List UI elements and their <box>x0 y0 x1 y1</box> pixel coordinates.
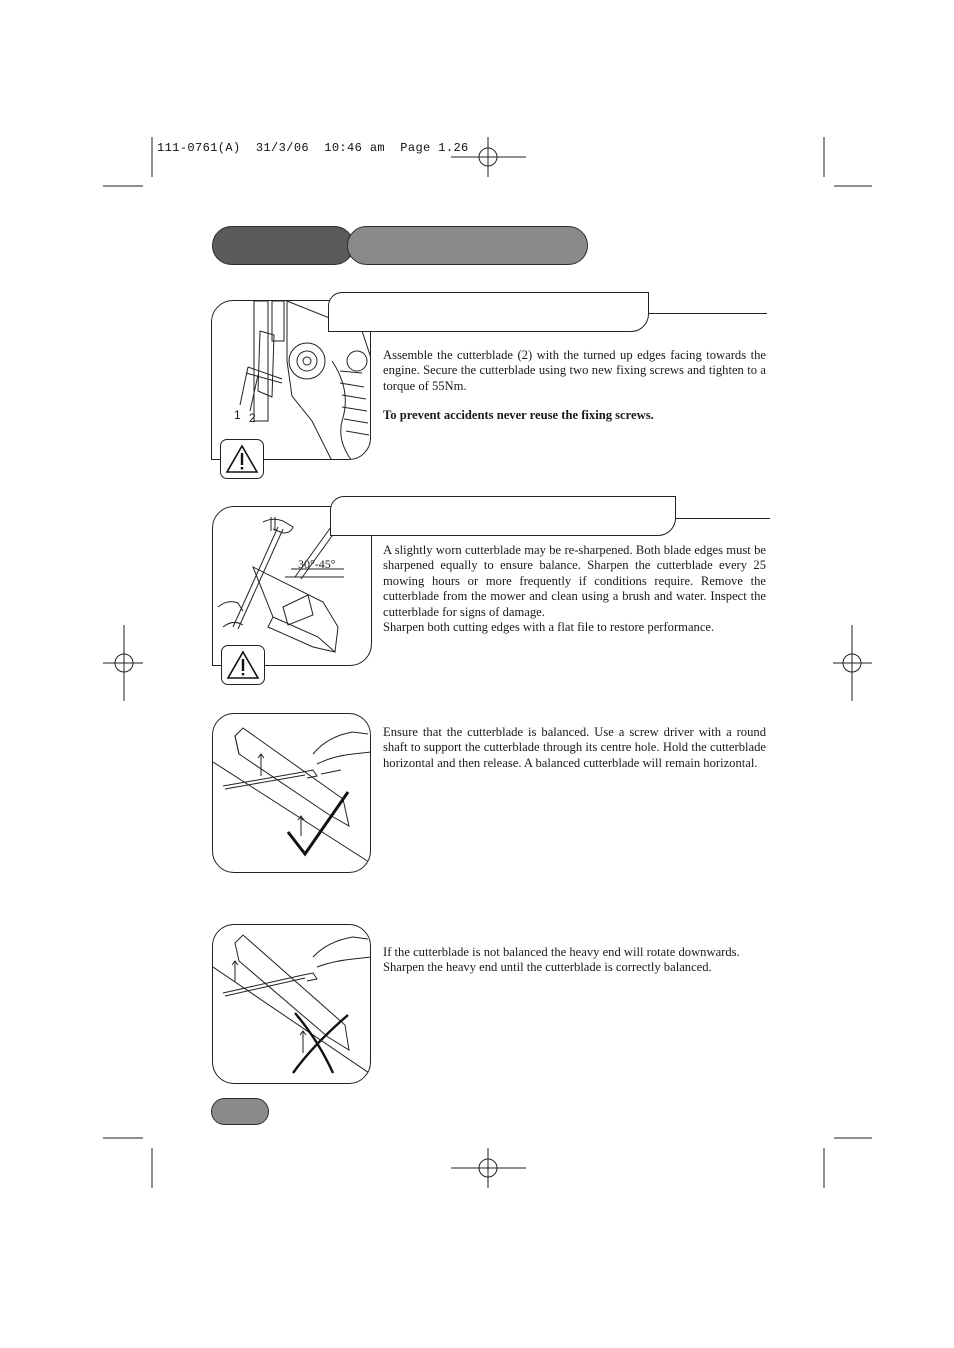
section-heading-box <box>328 292 649 332</box>
balanced-text: Ensure that the cutterblade is balanced. Use a screw driver with a round shaft to support the cutterblade through its centre hole. Hold the cutterblade horizontal and then release. A balanced cutterblade will remain horizontal. <box>383 725 766 770</box>
sharpening-instructions <box>383 543 766 635</box>
sharpening-text: A slightly worn cutterblade may be re-sharpened. Both blade edges must be sharpened equally to ensure balance. Sharpen the cutterblade every 25 mowing hours or more frequently if conditions require. Remove the cutterblade from the mower and clean using a brush and water. Inspect the cutterblade for signs of damage. <box>383 543 766 619</box>
warning-triangle-icon <box>220 439 264 479</box>
assembly-instructions <box>383 348 766 424</box>
heading-rule <box>676 518 770 519</box>
unbalanced-blade-illustration <box>212 924 371 1084</box>
balanced-blade-illustration <box>212 713 371 873</box>
page-number-pill <box>211 1098 269 1125</box>
title-pill <box>347 226 588 265</box>
unbalanced-text: If the cutterblade is not balanced the heavy end will rotate downwards. Sharpen the heavy end until the cutterblade is correctly balanced. <box>383 945 740 975</box>
cross-mark-icon <box>293 1013 348 1073</box>
section-heading-box <box>330 496 676 536</box>
sharpening-text: Sharpen both cutting edges with a flat file to restore performance. <box>383 620 715 635</box>
callout-1: 1 <box>234 408 241 422</box>
assembly-text: Assemble the cutterblade (2) with the turned up edges facing towards the engine. Secure the cutterblade using two new fixing screws and tighten to a torque of 55Nm. <box>383 348 766 393</box>
angle-label: 30°-45° <box>298 557 336 571</box>
assembly-warning-text: To prevent accidents never reuse the fixing screws. <box>383 408 654 423</box>
print-slug: 111-0761(A) 31/3/06 10:46 am Page 1.26 <box>157 141 469 155</box>
section-pill <box>212 226 354 265</box>
unbalanced-instructions <box>383 945 766 976</box>
heading-rule <box>649 313 767 314</box>
balanced-instructions <box>383 725 766 771</box>
check-mark-icon <box>288 792 348 854</box>
callout-2: 2 <box>249 411 256 425</box>
warning-triangle-icon <box>221 645 265 685</box>
